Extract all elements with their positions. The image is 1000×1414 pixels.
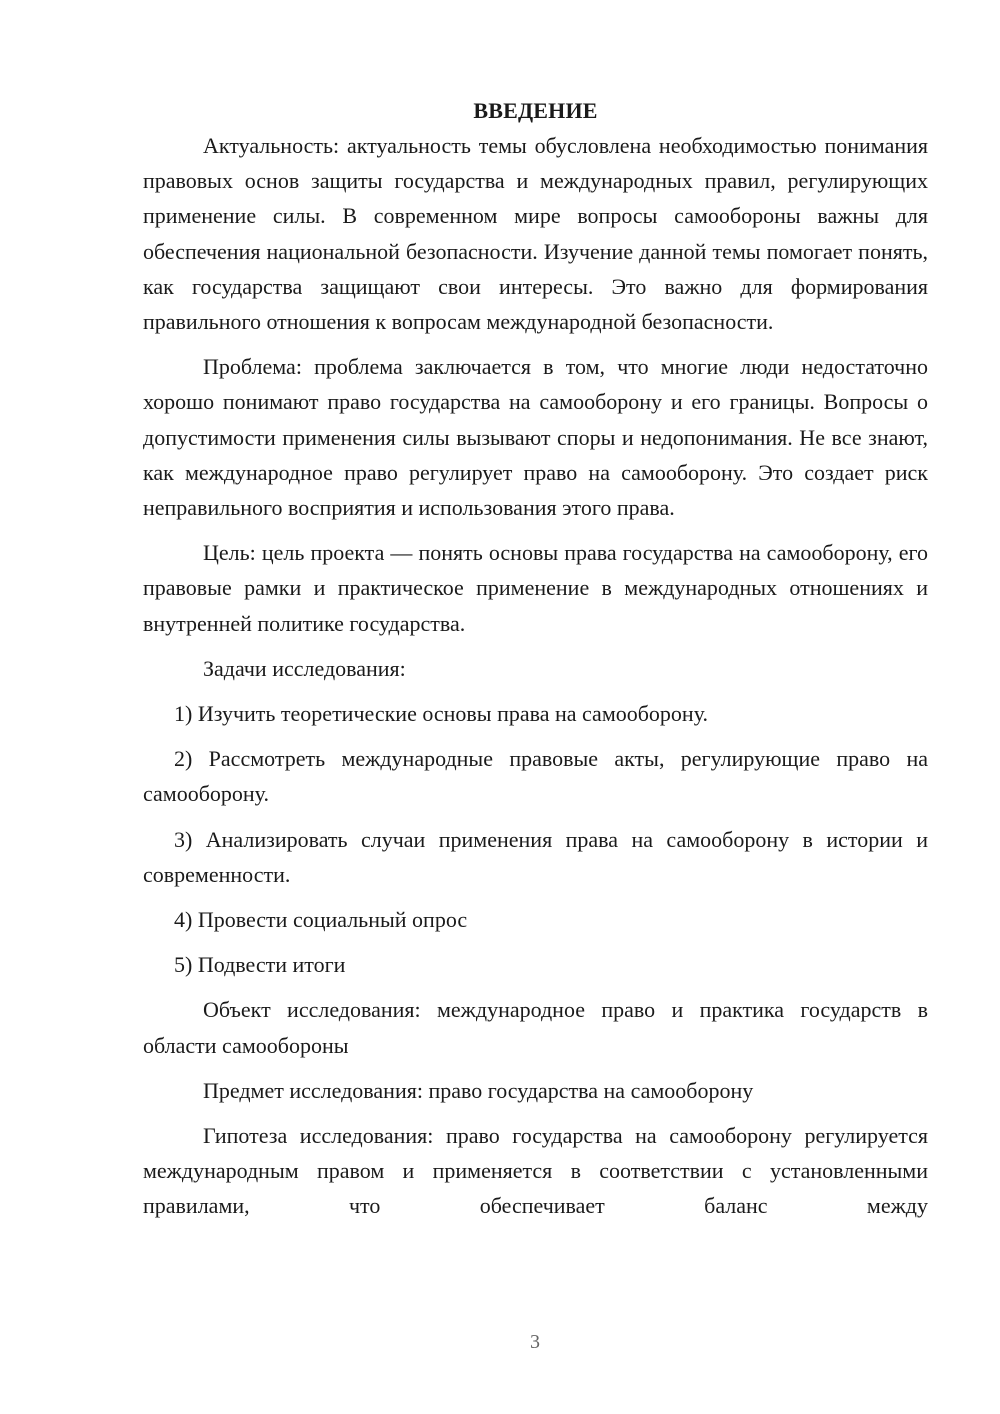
task-item-3: 3) Анализировать случаи применения права на самооборону в истории и современности. — [143, 826, 928, 887]
subject-paragraph: Предмет исследования: право государства на самооборону — [203, 1077, 754, 1103]
page-number: 3 — [530, 1331, 540, 1353]
tasks-heading: Задачи исследования: — [203, 655, 406, 681]
document-page — [143, 93, 928, 1234]
relevance-paragraph: Актуальность: актуальность темы обусловлена необходимостью понимания правовых основ защиты государства и международных правил, регулирующих применение силы. В современном мире вопросы самообороны важны для обеспечения национальной безопасности. Изучение данной темы помогает понять, как государства защищают свои интересы. Это важно для формирования правильного отношения к вопросам международной безопасности. — [143, 133, 928, 335]
problem-paragraph: Проблема: проблема заключается в том, что многие люди недостаточно хорошо понимают право государства на самооборону и его границы. Вопросы о допустимости применения силы вызывают споры и недопонимания. Не все знают, как международное право регулирует право на самооборону. Это создает риск неправильного восприятия и использования этого права. — [143, 354, 928, 521]
task-item-1: 1) Изучить теоретические основы права на самооборону. — [174, 701, 709, 727]
task-item-4: 4) Провести социальный опрос — [174, 907, 468, 933]
task-item-2: 2) Рассмотреть международные правовые акты, регулирующие право на самооборону. — [143, 746, 928, 807]
page-title: ВВЕДЕНИЕ — [473, 98, 598, 123]
task-item-5: 5) Подвести итоги — [174, 952, 346, 978]
object-paragraph: Объект исследования: международное право и практика государств в области самообороны — [143, 997, 928, 1058]
hypothesis-paragraph: Гипотеза исследования: право государства на самооборону регулируется международным правом и применяется в соответствии с установленными правилами, что обеспечивает баланс между — [143, 1123, 928, 1219]
goal-paragraph: Цель: цель проекта — понять основы права государства на самооборону, его правовые рамки и практическое применение в международных отношениях и внутренней политике государства. — [143, 540, 928, 636]
